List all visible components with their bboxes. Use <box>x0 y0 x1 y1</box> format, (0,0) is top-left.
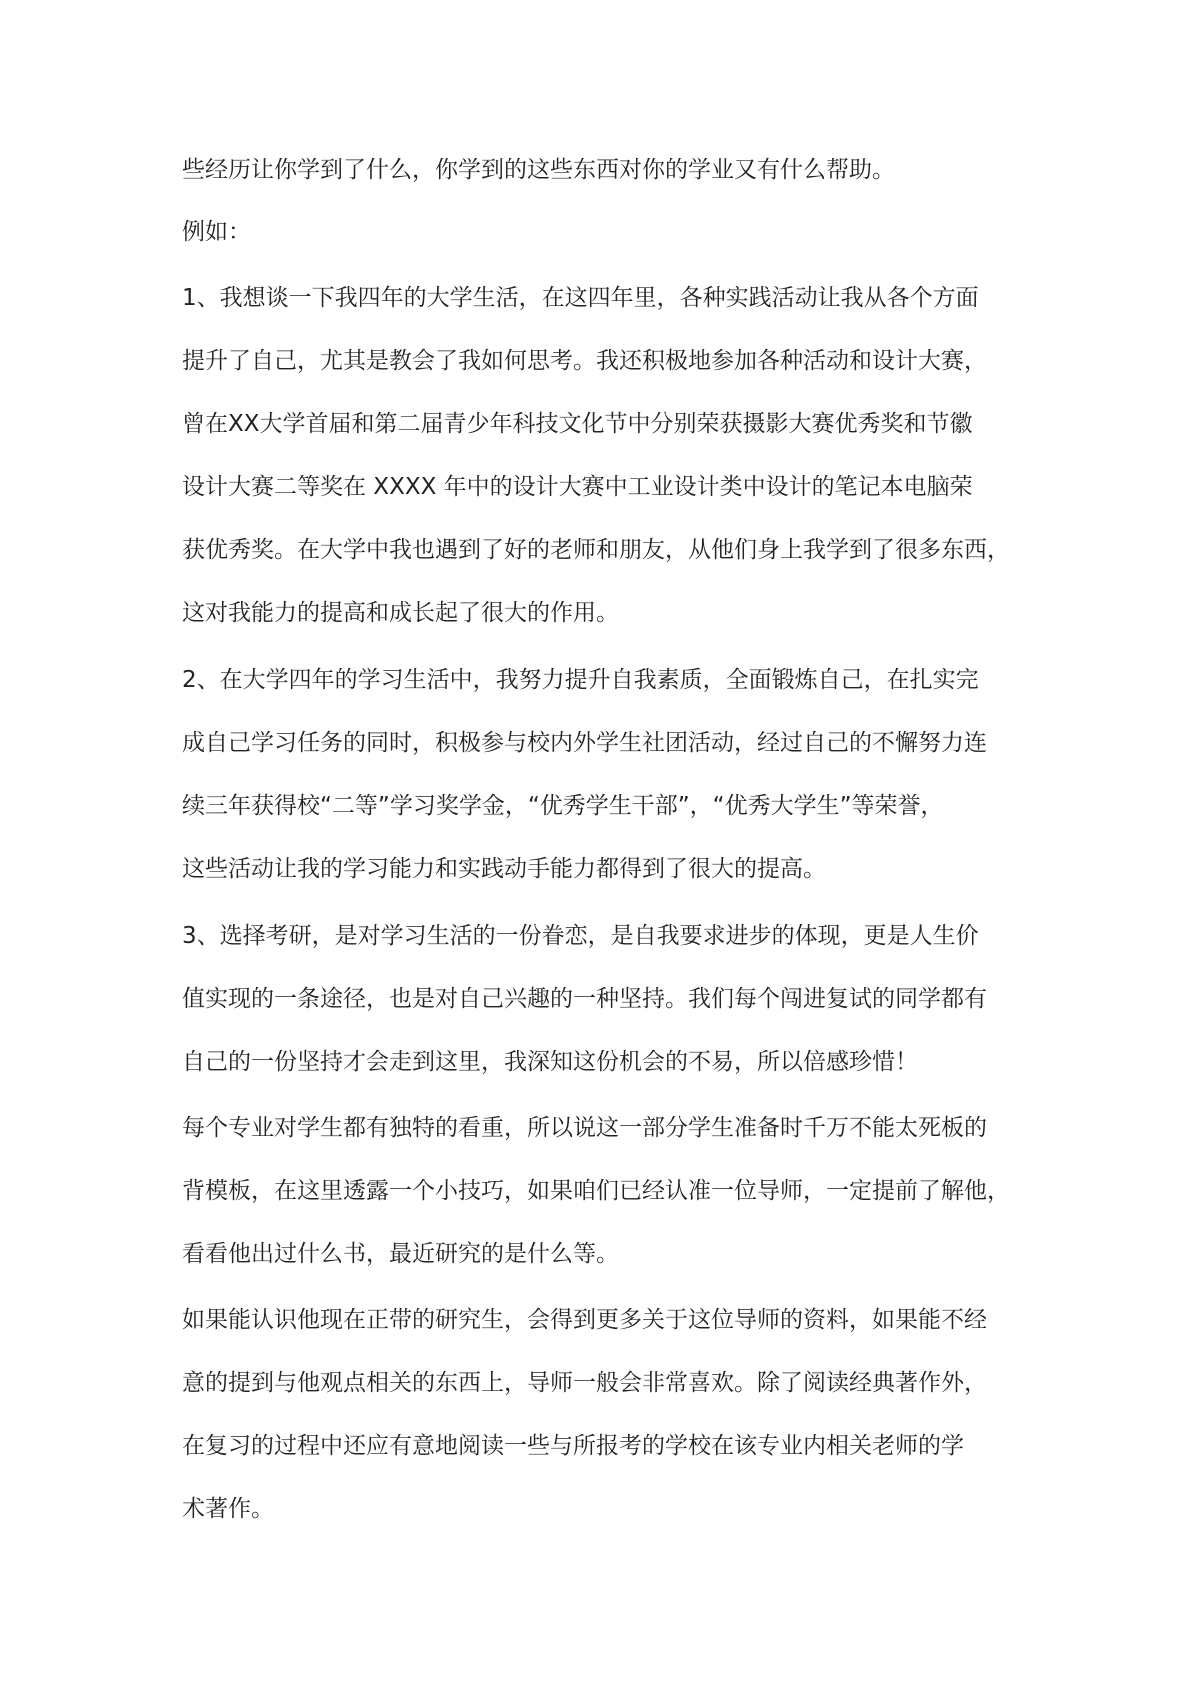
text-line: 例如： <box>182 219 251 245</box>
text-line: 每个专业对学生都有独特的看重，所以说这一部分学生准备时千万不能太死板的 <box>182 1115 987 1141</box>
text-line: 这些活动让我的学习能力和实践动手能力都得到了很大的提高。 <box>182 856 826 882</box>
text-line: 些经历让你学到了什么，你学到的这些东西对你的学业又有什么帮助。 <box>182 157 895 183</box>
text-line: 术著作。 <box>182 1496 274 1522</box>
text-line: 设计大赛二等奖在 XXXX 年中的设计大赛中工业设计类中设计的笔记本电脑荣 <box>182 474 973 500</box>
text-line: 续三年获得校“二等”学习奖学金，“优秀学生干部”，“优秀大学生”等荣誉， <box>182 793 944 819</box>
text-line: 提升了自己，尤其是教会了我如何思考。我还积极地参加各种活动和设计大赛， <box>182 348 987 374</box>
text-line: 意的提到与他观点相关的东西上，导师一般会非常喜欢。除了阅读经典著作外， <box>182 1370 987 1396</box>
text-line: 值实现的一条途径，也是对自己兴趣的一种坚持。我们每个闯进复试的同学都有 <box>182 986 987 1012</box>
text-line: 看看他出过什么书，最近研究的是什么等。 <box>182 1241 619 1267</box>
text-line: 1、我想谈一下我四年的大学生活，在这四年里，各种实践活动让我从各个方面 <box>182 285 979 311</box>
text-line: 背模板，在这里透露一个小技巧，如果咱们已经认准一位导师，一定提前了解他， <box>182 1178 1010 1204</box>
text-line: 曾在XX大学首届和第二届青少年科技文化节中分别荣获摄影大赛优秀奖和节徽 <box>182 411 973 437</box>
text-line: 2、在大学四年的学习生活中，我努力提升自我素质，全面锻炼自己，在扎实完 <box>182 667 979 693</box>
text-line: 成自己学习任务的同时，积极参与校内外学生社团活动，经过自己的不懈努力连 <box>182 730 987 756</box>
text-line: 这对我能力的提高和成长起了很大的作用。 <box>182 600 619 626</box>
text-line: 自己的一份坚持才会走到这里，我深知这份机会的不易，所以倍感珍惜！ <box>182 1049 918 1075</box>
text-line: 如果能认识他现在正带的研究生，会得到更多关于这位导师的资料，如果能不经 <box>182 1307 987 1333</box>
text-line: 在复习的过程中还应有意地阅读一些与所报考的学校在该专业内相关老师的学 <box>182 1433 964 1459</box>
text-line: 获优秀奖。在大学中我也遇到了好的老师和朋友，从他们身上我学到了很多东西， <box>182 537 1010 563</box>
text-line: 3、选择考研，是对学习生活的一份眷恋，是自我要求进步的体现，更是人生价 <box>182 923 979 949</box>
